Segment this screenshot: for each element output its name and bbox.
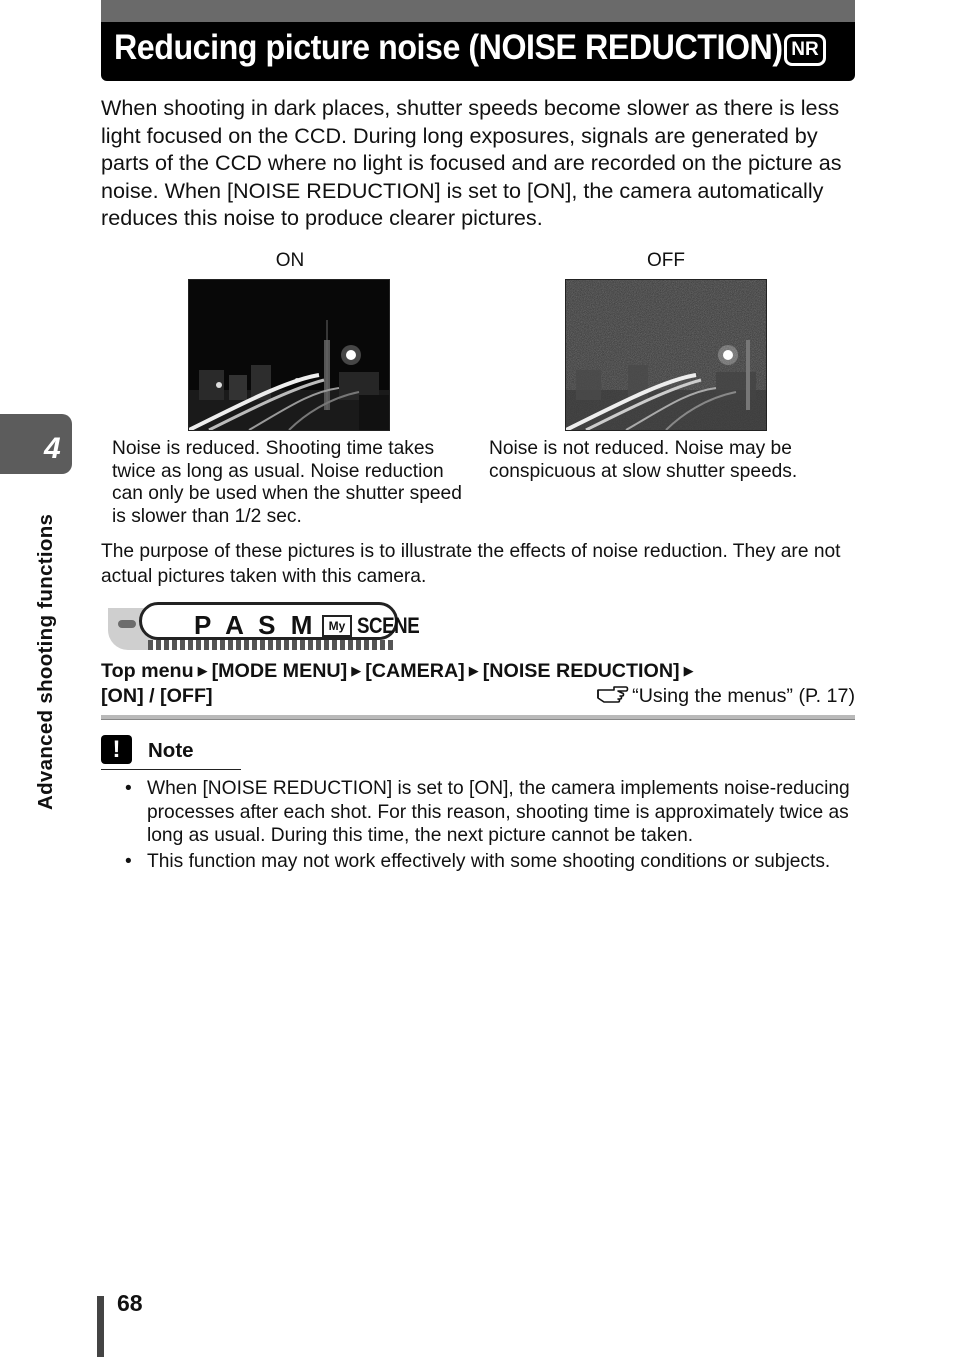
page-title: Reducing picture noise (NOISE REDUCTION)	[114, 28, 783, 67]
menu-path-item: [NOISE REDUCTION]	[482, 660, 680, 682]
arrow-right-icon: ▶	[468, 663, 479, 678]
page-number: 68	[117, 1290, 143, 1316]
title-top-strip	[101, 0, 855, 22]
note-item-text: This function may not work effectively with some shooting conditions or subjects.	[147, 850, 831, 872]
mode-letters: P A S M	[194, 610, 317, 640]
menu-path-item: Top menu	[101, 660, 194, 682]
title-bar	[101, 0, 855, 81]
note-item-text: When [NOISE REDUCTION] is set to [ON], the camera implements noise-reducing processes after each shot. For this reason, shooting time is approximately twice as long as usual. During this time, the next picture cannot be taken.	[147, 778, 850, 846]
photo-noise-reduction-off	[565, 279, 767, 431]
list-item	[125, 777, 860, 848]
chapter-tab	[0, 414, 72, 474]
list-item	[125, 850, 860, 874]
arrow-right-icon: ▶	[197, 663, 208, 678]
scene-mode-label: SCENE	[357, 613, 420, 638]
bullet: •	[125, 778, 132, 799]
exclamation-icon: !	[101, 735, 132, 764]
note-title: Note	[148, 739, 194, 762]
mode-dial-ticks	[148, 640, 393, 650]
menu-reference	[596, 684, 855, 711]
menu-path-item: [CAMERA]	[365, 660, 465, 682]
mode-pill	[139, 602, 420, 640]
menu-reference-text: “Using the menus” (P. 17)	[632, 684, 855, 707]
shooting-mode-badge	[104, 600, 420, 656]
figure-off-label: OFF	[647, 250, 685, 271]
intro-paragraph: When shooting in dark places, shutter speeds become slower as there is less light focused on the CCD. During long exposures, signals are generated by parts of the CCD where no light is focused and are recorded on the picture as noise. When [NOISE REDUCTION] is set to [ON], the camera automatically reduces this noise to produce clearer pictures.	[101, 95, 842, 230]
figure-on-caption: Noise is reduced. Shooting time takes twice as long as usual. Noise reduction can only be used when the shutter speed is slower than 1/2 sec.	[112, 438, 462, 527]
chapter-side-label: Advanced shooting functions	[34, 513, 57, 810]
arrow-right-icon: ▶	[351, 663, 362, 678]
mode-dash-icon	[118, 620, 136, 628]
my-mode-icon: My	[322, 615, 352, 637]
note-list	[125, 777, 860, 875]
photo-noise-reduction-on	[188, 279, 390, 431]
page-number-bar	[97, 1296, 104, 1357]
nr-icon: NR	[784, 34, 826, 66]
pointing-hand-icon	[596, 684, 630, 711]
bullet: •	[125, 850, 132, 872]
section-divider	[101, 715, 855, 720]
menu-path-item: [ON] / [OFF]	[101, 684, 213, 707]
menu-path-item: [MODE MENU]	[211, 660, 348, 682]
menu-path	[101, 659, 855, 708]
note-header	[101, 734, 241, 770]
figure-off-caption: Noise is not reduced. Noise may be conspicuous at slow shutter speeds.	[489, 438, 798, 482]
chapter-number: 4	[44, 432, 61, 465]
illustration-disclaimer: The purpose of these pictures is to illustrate the effects of noise reduction. They are not actual pictures taken with this camera.	[101, 541, 841, 587]
arrow-right-icon: ▶	[683, 663, 694, 678]
figure-on-label: ON	[275, 250, 305, 271]
